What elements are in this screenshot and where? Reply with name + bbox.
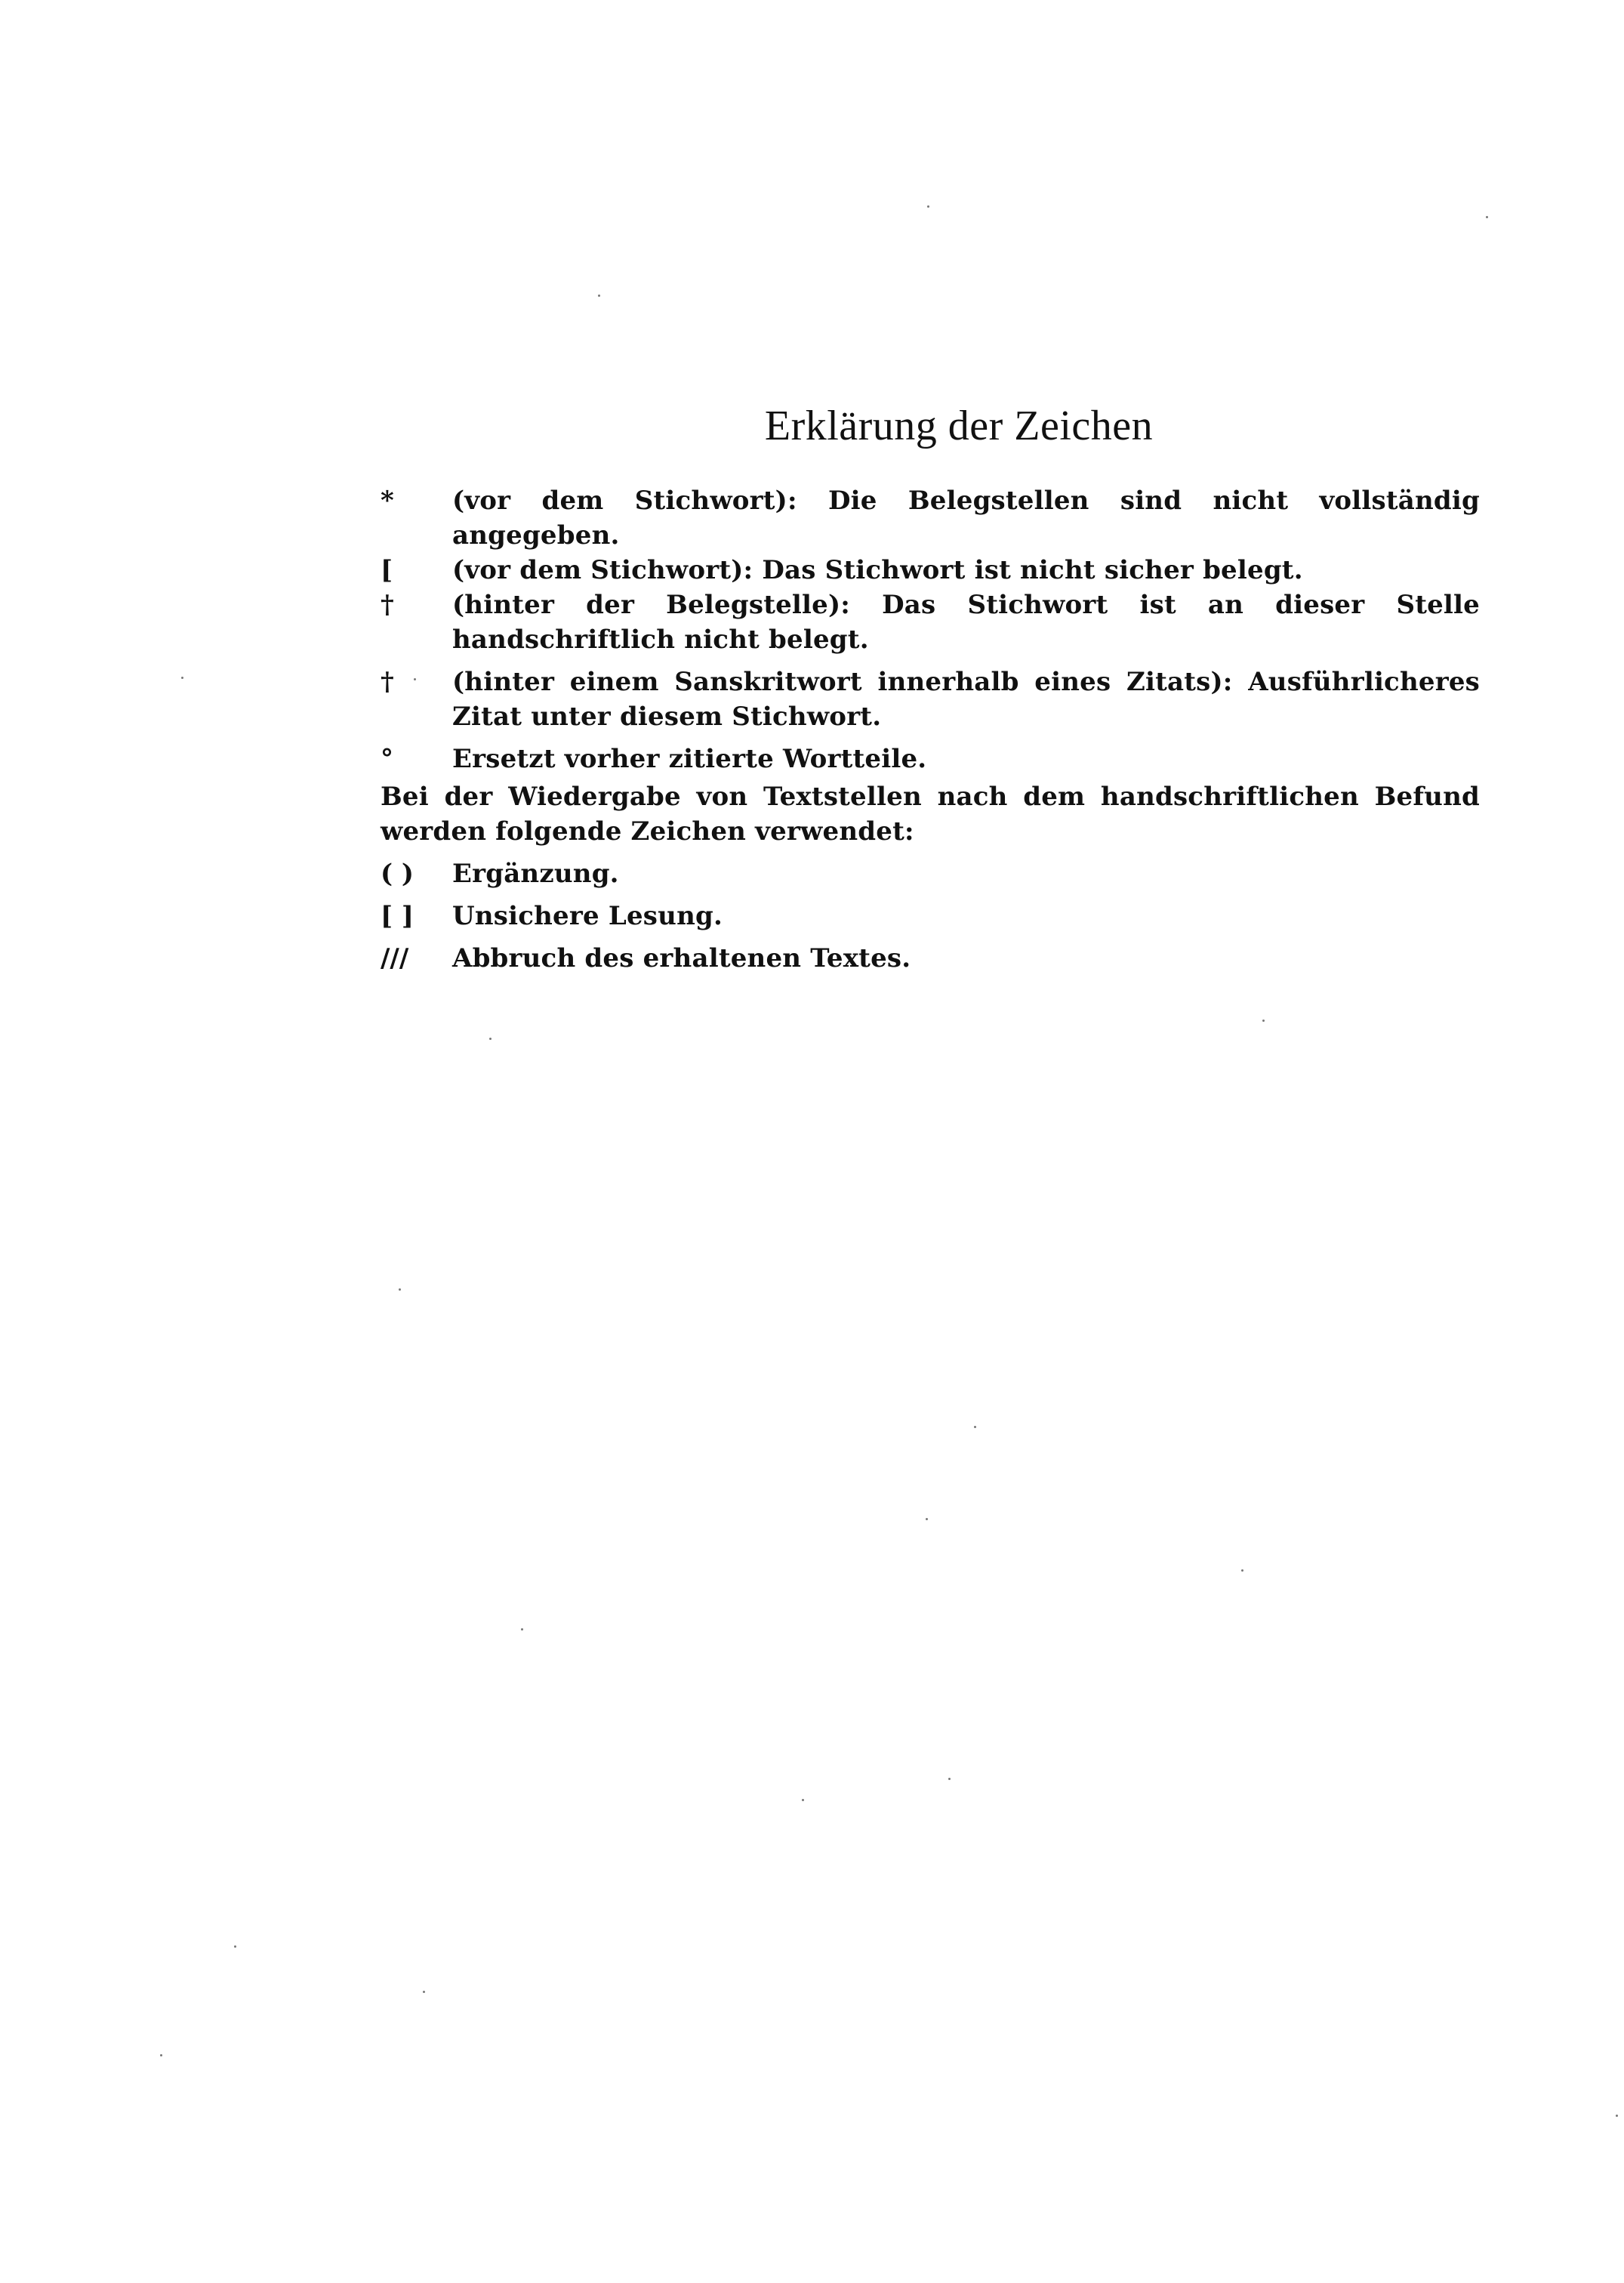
scan-speck bbox=[802, 1799, 804, 1801]
manuscript-description: Unsichere Lesung. bbox=[452, 901, 723, 931]
legend-symbol: † bbox=[381, 667, 394, 697]
legend-description: (vor dem Stichwort): Die Belegstellen sind nicht vollständig angegeben. bbox=[452, 486, 1480, 551]
scan-speck bbox=[399, 1288, 401, 1291]
scan-speck bbox=[181, 677, 183, 679]
scan-speck bbox=[1241, 1569, 1243, 1572]
scan-speck bbox=[1616, 2115, 1618, 2117]
scan-speck bbox=[489, 1038, 492, 1040]
scan-speck bbox=[414, 678, 416, 680]
manuscript-description: Abbruch des erhaltenen Textes. bbox=[452, 943, 911, 973]
sign-legend bbox=[381, 483, 1480, 976]
legend-symbol: ° bbox=[381, 744, 393, 774]
legend-entry-bracket bbox=[381, 553, 1480, 588]
scan-speck bbox=[927, 205, 929, 208]
manuscript-intro-paragraph: Bei der Wiedergabe von Textstellen nach dem handschriftlichen Befund werden folgende Zeichen verwendet: bbox=[381, 782, 1480, 847]
manuscript-symbol: ( ) bbox=[381, 859, 414, 889]
scan-speck bbox=[521, 1628, 523, 1630]
legend-description: (hinter der Belegstelle): Das Stichwort ist an dieser Stelle handschriftlich nicht belegt. bbox=[452, 590, 1480, 655]
manuscript-sign-break bbox=[381, 941, 1480, 976]
legend-symbol: † bbox=[381, 590, 394, 620]
manuscript-symbol: /// bbox=[381, 943, 409, 973]
legend-entry-dagger-source bbox=[381, 588, 1480, 657]
manuscript-description: Ergänzung. bbox=[452, 859, 619, 889]
legend-entry-asterisk bbox=[381, 483, 1480, 553]
manuscript-sign-supplement bbox=[381, 856, 1480, 891]
legend-symbol: * bbox=[381, 486, 394, 516]
legend-entry-degree bbox=[381, 742, 1480, 776]
scan-speck bbox=[1262, 1020, 1265, 1022]
legend-symbol: [ bbox=[381, 555, 393, 585]
manuscript-sign-uncertain bbox=[381, 899, 1480, 933]
manuscript-symbol: [ ] bbox=[381, 901, 414, 931]
legend-description: Ersetzt vorher zitierte Wortteile. bbox=[452, 744, 927, 774]
scan-speck bbox=[160, 2054, 162, 2056]
scan-speck bbox=[948, 1778, 951, 1780]
page-title: Erklärung der Zeichen bbox=[764, 403, 1154, 449]
scan-speck bbox=[598, 295, 600, 297]
legend-description: (vor dem Stichwort): Das Stichwort ist nicht sicher belegt. bbox=[452, 555, 1303, 585]
scan-speck bbox=[926, 1518, 928, 1520]
scan-speck bbox=[423, 1991, 425, 1993]
scan-speck bbox=[234, 1945, 236, 1948]
scan-speck bbox=[974, 1426, 976, 1428]
legend-description: (hinter einem Sanskritwort innerhalb eines Zitats): Ausführlicheres Zitat unter diesem Stichwort. bbox=[452, 667, 1480, 732]
legend-entry-dagger-citation bbox=[381, 665, 1480, 734]
scan-speck bbox=[1486, 216, 1488, 218]
